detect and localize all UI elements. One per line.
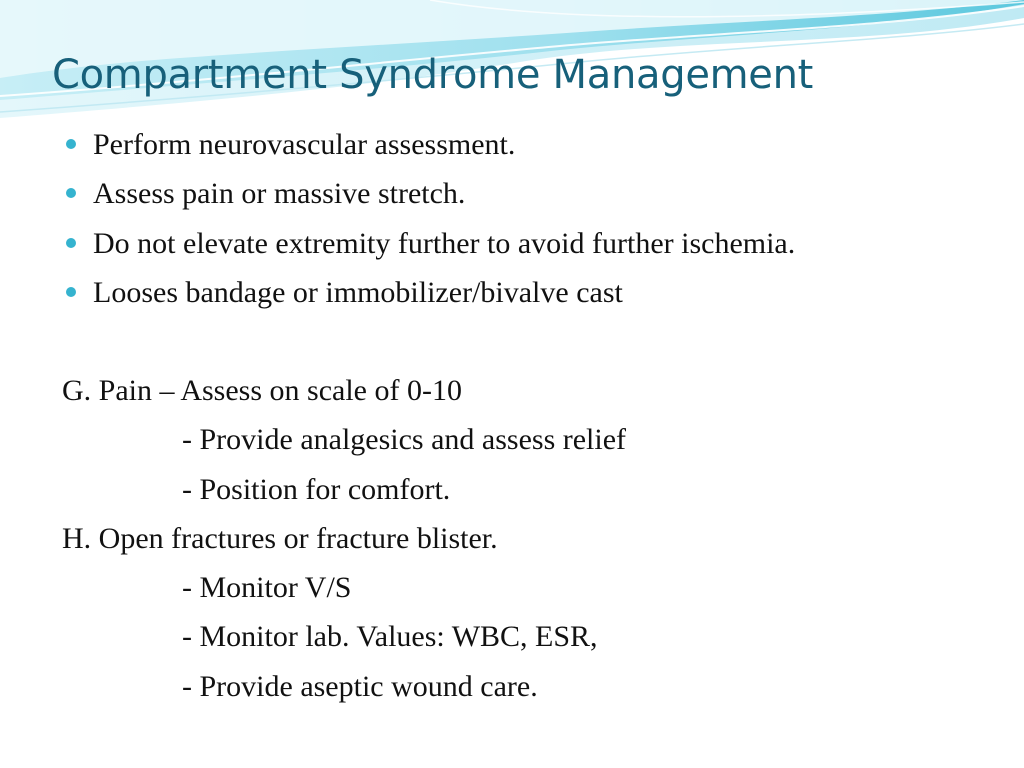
- bullet-dot-icon: [66, 287, 76, 297]
- bullet-item: [62, 176, 795, 225]
- bullet-list: [62, 127, 795, 324]
- bullet-dot-icon: [66, 238, 76, 248]
- section-heading-open-fractures: H. Open fractures or fracture blister.: [62, 521, 498, 555]
- bullet-dot-icon: [66, 139, 76, 149]
- bullet-item: [62, 127, 795, 176]
- bullet-text: Perform neurovascular assessment.: [93, 128, 516, 161]
- bullet-text: Assess pain or massive stretch.: [93, 177, 466, 211]
- bullet-dot-icon: [66, 188, 76, 198]
- sub-item: - Position for comfort.: [182, 472, 451, 506]
- bullet-text: Do not elevate extremity further to avoid further ischemia.: [93, 226, 796, 260]
- sub-item: - Provide analgesics and assess relief: [182, 423, 627, 457]
- bullet-text: Looses bandage or immobilizer/bivalve cast: [93, 275, 623, 309]
- bullet-item: [62, 226, 795, 275]
- body-text: [62, 373, 626, 718]
- bullet-item: [62, 275, 795, 324]
- section-heading-pain: G. Pain – Assess on scale of 0-10: [62, 374, 462, 407]
- sub-item: - Provide aseptic wound care.: [182, 669, 538, 703]
- sub-item: - Monitor lab. Values: WBC, ESR,: [182, 620, 598, 654]
- slide-title: Compartment Syndrome Management: [52, 52, 814, 98]
- sub-item: - Monitor V/S: [182, 571, 352, 605]
